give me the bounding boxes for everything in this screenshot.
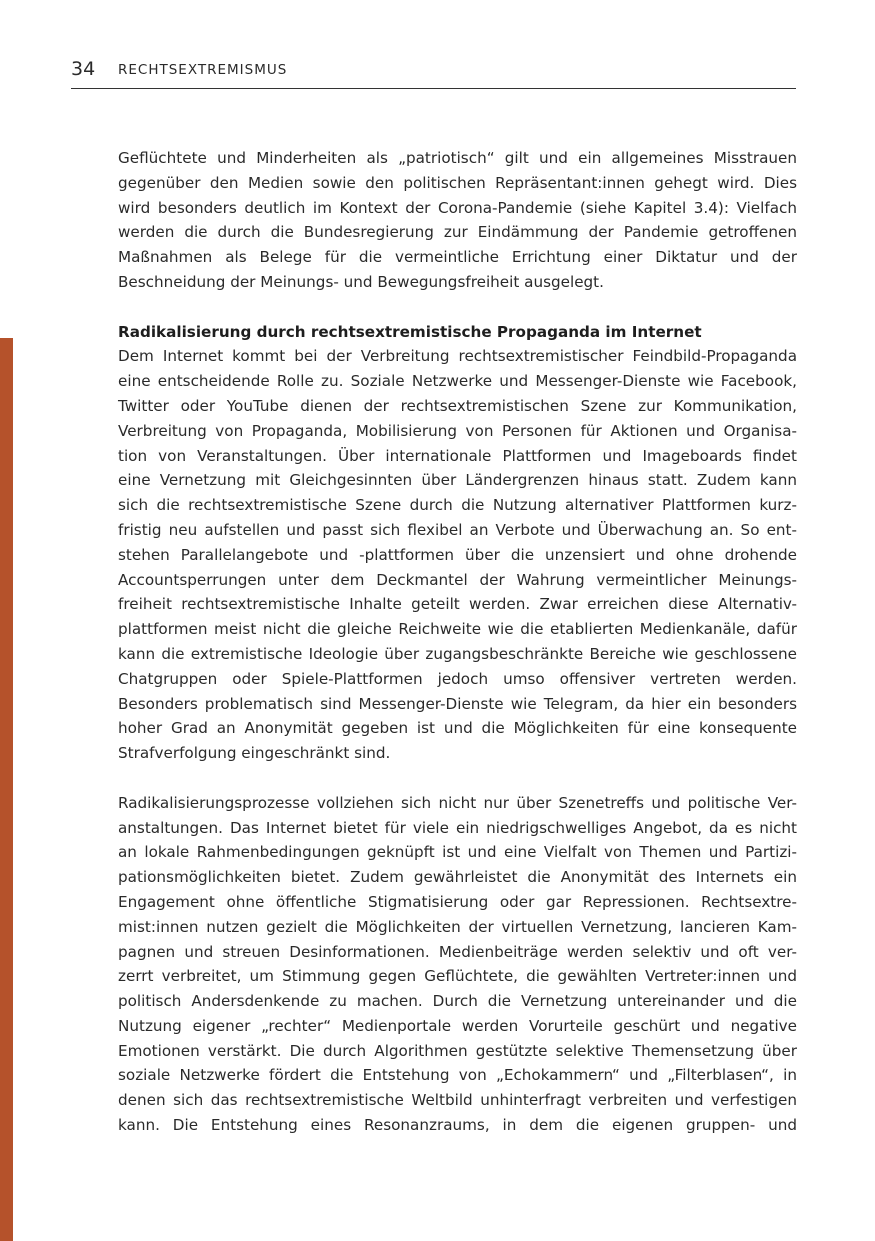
text-line: werden die durch die Bundesregierung zur Eindämmung der Pandemie getroffenen (118, 223, 797, 242)
text-line: sich die rechtsextremistische Szene durch die Nutzung alternativer Plattformen kurz- (118, 496, 797, 515)
page-body (118, 146, 797, 1138)
text-line: an lokale Rahmenbedingungen geknüpft ist und eine Vielfalt von Themen und Partizi- (118, 843, 797, 862)
text-line: Verbreitung von Propaganda, Mobilisierung von Personen für Aktionen und Organisa- (118, 421, 797, 440)
text-line: Strafverfolgung eingeschränkt sind. (118, 744, 391, 763)
paragraph-2 (118, 344, 797, 766)
text-line: hoher Grad an Anonymität gegeben ist und die Möglichkeiten für eine konsequente (118, 719, 797, 738)
text-line: Beschneidung der Meinungs- und Bewegungsfreiheit ausgelegt. (118, 272, 604, 291)
text-line: Chatgruppen oder Spiele-Plattformen jedoch umso offensiver vertreten werden. (118, 669, 797, 688)
page-number: 34 (71, 58, 96, 80)
paragraph-3 (118, 791, 797, 1138)
chapter-title: RECHTSEXTREMISMUS (118, 62, 288, 78)
text-line: mist:innen nutzen gezielt die Möglichkeiten der virtuellen Vernetzung, lancieren Kam- (118, 917, 797, 936)
text-line: Dem Internet kommt bei der Verbreitung rechtsextremistischer Feindbild-Propaganda (118, 347, 797, 366)
running-header (71, 56, 796, 89)
text-line: Emotionen verstärkt. Die durch Algorithmen gestützte selektive Themensetzung über (118, 1041, 797, 1060)
section-heading: Radikalisierung durch rechtsextremistische Propaganda im Internet (118, 322, 702, 341)
text-line: anstaltungen. Das Internet bietet für viele ein niedrigschwelliges Angebot, da es nicht (118, 818, 797, 837)
text-line: freiheit rechtsextremistische Inhalte geteilt werden. Zwar erreichen diese Alternativ- (118, 595, 797, 614)
text-line: eine Vernetzung mit Gleichgesinnten über Ländergrenzen hinaus statt. Zudem kann (118, 471, 797, 490)
text-line: Accountsperrungen unter dem Deckmantel der Wahrung vermeintlicher Meinungs- (118, 570, 797, 589)
text-line: kann die extremistische Ideologie über zugangsbeschränkte Bereiche wie geschlossene (118, 644, 797, 663)
text-line: Maßnahmen als Belege für die vermeintliche Errichtung einer Diktatur und der (118, 248, 797, 267)
text-line: Radikalisierungsprozesse vollziehen sich nicht nur über Szenetreffs und politische Ver- (118, 793, 797, 812)
text-line: Twitter oder YouTube dienen der rechtsextremistischen Szene zur Kommunikation, (118, 396, 797, 415)
text-line: stehen Parallelangebote und -plattformen über die unzensiert und ohne drohende (118, 545, 797, 564)
text-line: pationsmöglichkeiten bietet. Zudem gewährleistet die Anonymität des Internets ein (118, 868, 797, 887)
chapter-accent-bar (0, 338, 13, 1241)
text-line: Engagement ohne öffentliche Stigmatisierung oder gar Repressionen. Rechtsextre- (118, 892, 797, 911)
text-line: wird besonders deutlich im Kontext der Corona-Pandemie (siehe Kapitel 3.4): Vielfach (118, 198, 797, 217)
text-line: Besonders problematisch sind Messenger-Dienste wie Telegram, da hier ein besonders (118, 694, 797, 713)
text-line: kann. Die Entstehung eines Resonanzraums, in dem die eigenen gruppen- und (118, 1116, 797, 1135)
text-line: gegenüber den Medien sowie den politischen Repräsentant:innen gehegt wird. Dies (118, 173, 797, 192)
text-line: zerrt verbreitet, um Stimmung gegen Geflüchtete, die gewählten Vertreter:innen und (118, 967, 797, 986)
text-line: plattformen meist nicht die gleiche Reichweite wie die etablierten Medienkanäle, dafür (118, 620, 797, 639)
text-line: politisch Andersdenkende zu machen. Durch die Vernetzung untereinander und die (118, 992, 797, 1011)
text-line: tion von Veranstaltungen. Über internationale Plattformen und Imageboards findet (118, 446, 797, 465)
paragraph-1 (118, 146, 797, 295)
text-line: soziale Netzwerke fördert die Entstehung von „Echokammern“ und „Filterblasen“, in (118, 1066, 797, 1085)
text-line: fristig neu aufstellen und passt sich flexibel an Verbote und Überwachung an. So ent- (118, 520, 797, 539)
text-line: pagnen und streuen Desinformationen. Medienbeiträge werden selektiv und oft ver- (118, 942, 797, 961)
text-line: Geflüchtete und Minderheiten als „patriotisch“ gilt und ein allgemeines Misstrauen (118, 149, 797, 167)
text-line: eine entscheidende Rolle zu. Soziale Netzwerke und Messenger-Dienste wie Facebook, (118, 372, 797, 391)
text-line: denen sich das rechtsextremistische Weltbild unhinterfragt verbreiten und verfestigen (118, 1091, 797, 1110)
text-line: Nutzung eigener „rechter“ Medienportale werden Vorurteile geschürt und negative (118, 1016, 797, 1035)
